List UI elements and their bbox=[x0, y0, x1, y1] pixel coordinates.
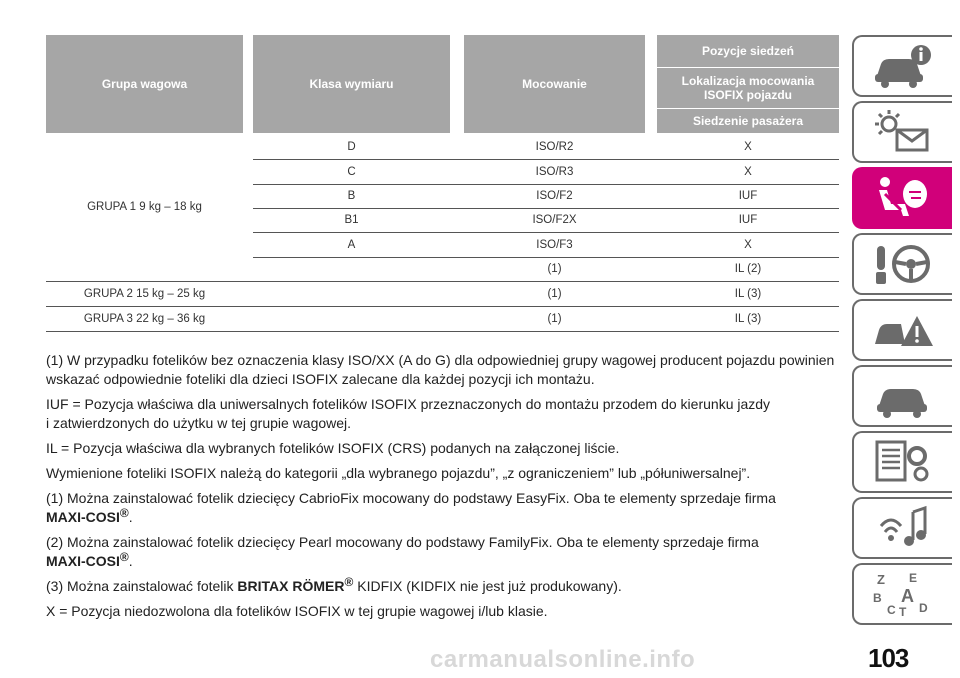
svg-text:E: E bbox=[909, 571, 918, 585]
brand-britax-romer: BRITAX RÖMER bbox=[237, 578, 345, 594]
tab-technical-data[interactable] bbox=[852, 431, 952, 493]
header-isofix-location: Lokalizacja mocowania ISOFIX pojazdu bbox=[657, 68, 839, 108]
note-categories: Wymienione foteliki ISOFIX należą do kategorii „dla wybranego pojazdu”, „z ograniczeniem” lub „półuniwersalnej”. bbox=[46, 465, 751, 481]
header-passenger-seat: Siedzenie pasażera bbox=[657, 109, 839, 133]
tab-car-info[interactable] bbox=[852, 35, 952, 97]
table-row bbox=[46, 233, 839, 257]
svg-text:T: T bbox=[899, 605, 907, 618]
table-row bbox=[46, 307, 839, 331]
table-row bbox=[46, 135, 839, 159]
mount-cell: ISO/F3 bbox=[536, 239, 573, 251]
size-cell: B1 bbox=[344, 214, 359, 226]
alphabet-index-icon bbox=[871, 570, 935, 618]
table-row bbox=[46, 257, 839, 281]
table-notes bbox=[46, 351, 841, 627]
car-wrench-icon bbox=[871, 372, 935, 420]
header-size-class: Klasa wymiaru bbox=[253, 35, 450, 133]
tab-dashboard[interactable] bbox=[852, 101, 952, 163]
header-seat-positions: Pozycje siedzeń bbox=[657, 35, 839, 67]
table-row bbox=[46, 160, 839, 184]
note-x: X = Pozycja niedozwolona dla fotelików ISOFIX w tej grupie wagowej i/lub klasie. bbox=[46, 603, 548, 619]
note-iuf: IUF = Pozycja właściwa dla uniwersalnych fotelików ISOFIX przeznaczonych do montażu przodem do kierunku jazdy i zatwierdzonych do użytku w tej grupie wagowej. bbox=[46, 396, 771, 431]
size-cell: A bbox=[347, 239, 356, 251]
value-cell: IL (3) bbox=[734, 313, 762, 325]
group-cell: GRUPA 3 22 kg – 36 kg bbox=[83, 313, 206, 325]
note-4: (3) Można zainstalować fotelik BRITAX RÖMER® KIDFIX (KIDFIX nie jest już produkowany). bbox=[46, 575, 622, 594]
header-mounting: Mocowanie bbox=[464, 35, 645, 133]
tab-index[interactable] bbox=[852, 563, 952, 625]
note-2: (1) Można zainstalować fotelik dziecięcy CabrioFix mocowany do podstawy EasyFix. Oba te elementy sprzedaje firma MAXI-COSI®. bbox=[46, 490, 776, 525]
size-cell: C bbox=[347, 166, 356, 178]
group1-label: GRUPA 1 9 kg – 18 kg bbox=[87, 201, 202, 213]
value-cell: IUF bbox=[738, 190, 758, 202]
value-cell: X bbox=[744, 239, 752, 251]
tab-starting-driving[interactable] bbox=[852, 233, 952, 295]
car-info-icon bbox=[871, 42, 935, 90]
value-cell: X bbox=[744, 166, 752, 178]
mount-cell: (1) bbox=[547, 313, 562, 325]
steering-wheel-icon bbox=[871, 240, 935, 288]
note-3: (2) Można zainstalować fotelik dziecięcy Pearl mocowany do podstawy FamilyFix. Oba te elementy sprzedaje firma MAXI-COSI®. bbox=[46, 534, 759, 569]
brand-maxi-cosi: MAXI-COSI bbox=[46, 509, 120, 525]
table-header bbox=[46, 35, 839, 133]
mount-cell: ISO/R3 bbox=[535, 166, 574, 178]
svg-text:Z: Z bbox=[877, 572, 885, 587]
header-weight-group: Grupa wagowa bbox=[46, 35, 243, 133]
tab-emergency[interactable] bbox=[852, 299, 952, 361]
size-cell bbox=[253, 257, 450, 281]
value-cell: IL (3) bbox=[734, 288, 762, 300]
value-cell: IL (2) bbox=[734, 263, 762, 275]
dashboard-lights-icon bbox=[871, 108, 935, 156]
watermark: carmanualsonline.info bbox=[430, 646, 696, 673]
multimedia-icon bbox=[871, 504, 935, 552]
brand-maxi-cosi: MAXI-COSI bbox=[46, 553, 120, 569]
mount-cell: ISO/F2X bbox=[532, 214, 577, 226]
size-cell: D bbox=[347, 141, 356, 153]
mount-cell: (1) bbox=[547, 288, 562, 300]
value-cell: X bbox=[744, 141, 752, 153]
value-cell: IUF bbox=[738, 214, 758, 226]
size-cell: B bbox=[347, 190, 356, 202]
mount-cell: ISO/F2 bbox=[536, 190, 573, 202]
svg-text:D: D bbox=[919, 601, 928, 615]
tab-maintenance[interactable] bbox=[852, 365, 952, 427]
svg-text:A: A bbox=[901, 586, 914, 606]
page-number: 103 bbox=[868, 643, 909, 673]
note-1: (1) W przypadku fotelików bez oznaczenia klasy ISO/XX (A do G) dla odpowiedniej grupy wagowej producent pojazdu powinien wskazać odpowiednie foteliki dla dzieci ISOFIX zalecane dla każdej pozycji ich montażu. bbox=[46, 352, 835, 387]
table-row bbox=[46, 208, 839, 232]
tab-multimedia[interactable] bbox=[852, 497, 952, 559]
table-row bbox=[46, 282, 839, 306]
tab-safety[interactable] bbox=[852, 167, 952, 229]
car-warning-icon bbox=[871, 306, 935, 354]
note-il: IL = Pozycja właściwa dla wybranych fotelików ISOFIX (CRS) podanych na załączonej liście. bbox=[46, 440, 620, 456]
isofix-table bbox=[46, 35, 839, 325]
mount-cell: ISO/R2 bbox=[535, 141, 574, 153]
seat-airbag-icon bbox=[871, 174, 935, 222]
svg-text:B: B bbox=[873, 591, 882, 605]
group-cell: GRUPA 2 15 kg – 25 kg bbox=[83, 288, 206, 300]
technical-data-icon bbox=[871, 438, 935, 486]
table-row bbox=[46, 184, 839, 208]
mount-cell: (1) bbox=[547, 263, 562, 275]
svg-text:C: C bbox=[887, 603, 896, 617]
